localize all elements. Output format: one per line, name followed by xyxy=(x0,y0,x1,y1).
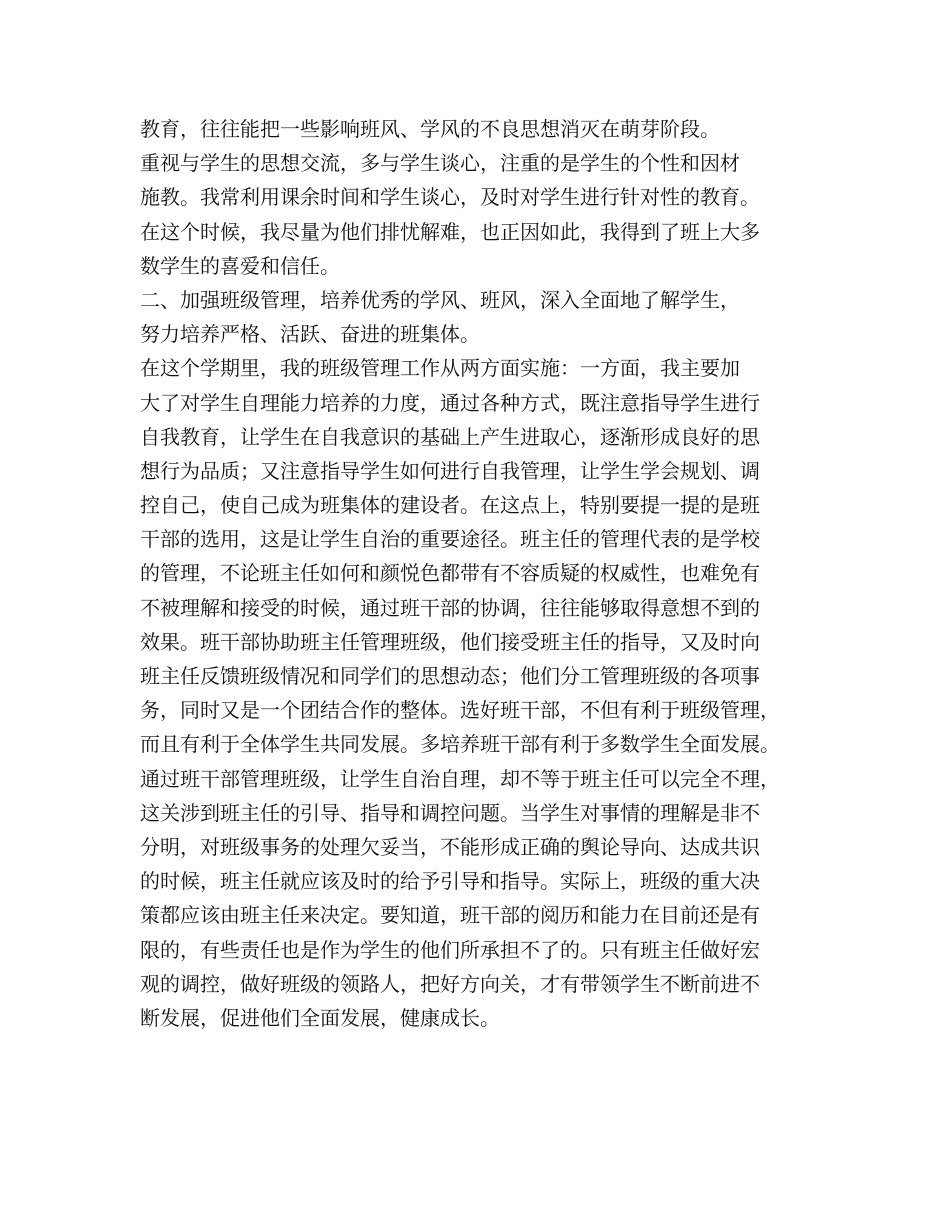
text-line: 效果。班干部协助班主任管理班级，他们接受班主任的指导，又及时向 xyxy=(140,629,760,654)
text-line: 努力培养严格、活跃、奋进的班集体。 xyxy=(140,322,480,347)
text-line: 施教。我常利用课余时间和学生谈心，及时对学生进行针对性的教育。 xyxy=(140,185,760,210)
text-line: 观的调控，做好班级的领路人，把好方向关，才有带领学生不断前进不 xyxy=(140,971,760,996)
text-line: 限的，有些责任也是作为学生的他们所承担不了的。只有班主任做好宏 xyxy=(140,937,760,962)
body-text xyxy=(140,112,830,1035)
text-line: 在这个时候，我尽量为他们排忧解难，也正因如此，我得到了班上大多 xyxy=(140,219,760,244)
text-line: 而且有利于全体学生共同发展。多培养班干部有利于多数学生全面发展。 xyxy=(140,732,780,757)
text-line: 二、加强班级管理，培养优秀的学风、班风，深入全面地了解学生， xyxy=(140,287,740,312)
text-line: 教育，往往能把一些影响班风、学风的不良思想消灭在萌芽阶段。 xyxy=(140,117,720,141)
text-line: 策都应该由班主任来决定。要知道，班干部的阅历和能力在目前还是有 xyxy=(140,903,760,928)
text-line: 在这个学期里，我的班级管理工作从两方面实施：一方面，我主要加 xyxy=(140,356,740,381)
text-line: 自我教育，让学生在自我意识的基础上产生进取心，逐渐形成良好的思 xyxy=(140,424,760,449)
text-line: 断发展，促进他们全面发展，健康成长。 xyxy=(140,1005,500,1030)
text-line: 务，同时又是一个团结合作的整体。选好班干部，不但有利于班级管理， xyxy=(140,698,780,723)
text-line: 干部的选用，这是让学生自治的重要途径。班主任的管理代表的是学校 xyxy=(140,527,760,552)
text-line: 的时候，班主任就应该及时的给予引导和指导。实际上，班级的重大决 xyxy=(140,869,760,894)
text-line: 这关涉到班主任的引导、指导和调控问题。当学生对事情的理解是非不 xyxy=(140,800,760,825)
text-line: 想行为品质；又注意指导学生如何进行自我管理，让学生学会规划、调 xyxy=(140,458,760,483)
text-line: 大了对学生自理能力培养的力度，通过各种方式，既注意指导学生进行 xyxy=(140,390,760,415)
text-line: 重视与学生的思想交流，多与学生谈心，注重的是学生的个性和因材 xyxy=(140,151,740,176)
text-line: 通过班干部管理班级，让学生自治自理，却不等于班主任可以完全不理， xyxy=(140,766,780,791)
text-line: 分明，对班级事务的处理欠妥当，不能形成正确的舆论导向、达成共识 xyxy=(140,834,760,859)
text-line: 的管理，不论班主任如何和颜悦色都带有不容质疑的权威性，也难免有 xyxy=(140,561,760,586)
text-line: 控自己，使自己成为班集体的建设者。在这点上，特别要提一提的是班 xyxy=(140,493,760,518)
text-line: 不被理解和接受的时候，通过班干部的协调，往往能够取得意想不到的 xyxy=(140,595,760,620)
text-line: 数学生的喜爱和信任。 xyxy=(140,253,340,278)
text-line: 班主任反馈班级情况和同学们的思想动态；他们分工管理班级的各项事 xyxy=(140,664,760,688)
